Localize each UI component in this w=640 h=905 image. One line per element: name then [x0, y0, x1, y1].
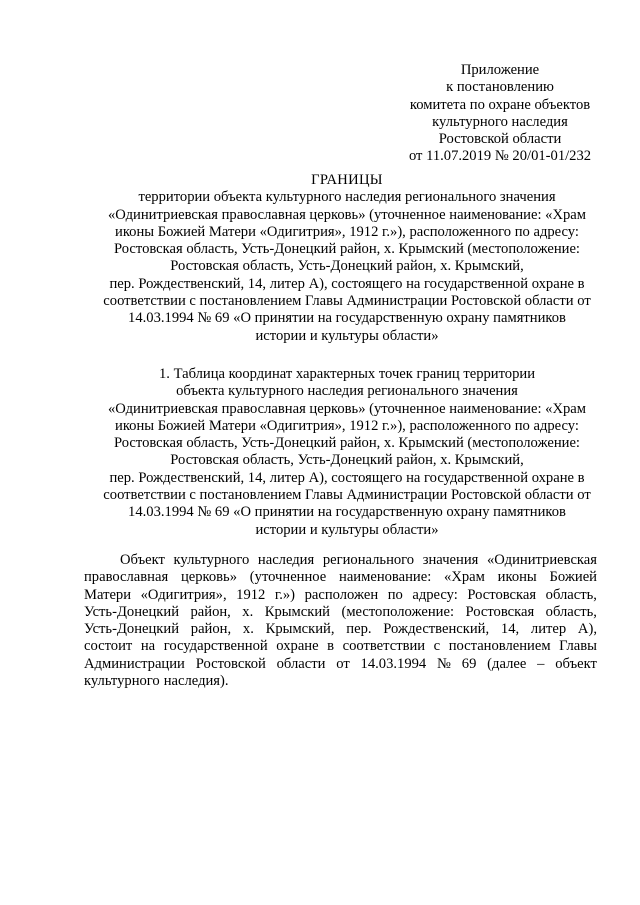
paragraph-word: Объект — [120, 552, 165, 568]
paragraph-word: иконы — [497, 569, 537, 586]
paragraph-word: Усть-Донецкий — [84, 603, 180, 620]
paragraph-line — [84, 569, 597, 586]
section-line: 14.03.1994 № 69 «О принятии на государственную охрану памятников — [128, 504, 566, 521]
paragraph-word: объект — [555, 655, 597, 672]
section-line: 1. Таблица координат характерных точек границ территории — [158, 366, 536, 382]
paragraph-word: пер. — [346, 621, 372, 638]
paragraph-word: х. — [242, 621, 254, 638]
paragraph-word: 1912 — [236, 586, 266, 603]
section-line: Ростовская область, Усть-Донецкий район, х. Крымский, — [170, 452, 524, 469]
paragraph-word: № — [437, 655, 451, 672]
section-line: объекта культурного наследия регионального значения — [176, 383, 518, 400]
paragraph-word: соответствии — [342, 638, 426, 655]
title-line: Ростовская область, Усть-Донецкий район, х. Крымский, — [170, 258, 524, 275]
paragraph-word: православная — [84, 569, 169, 586]
paragraph-word: Крымский, — [265, 621, 335, 638]
body-paragraph — [84, 552, 597, 690]
paragraph-word: культурного — [173, 552, 250, 568]
paragraph-word: с — [433, 638, 441, 655]
paragraph-word: А), — [577, 621, 597, 638]
paragraph-line — [84, 552, 597, 569]
appendix-line: к постановлению — [446, 79, 554, 96]
paragraph-word: Усть-Донецкий — [84, 621, 180, 638]
title-line: 14.03.1994 № 69 «О принятии на государственную охрану памятников — [128, 310, 566, 327]
paragraph-line — [84, 604, 597, 621]
section-line: Ростовская область, Усть-Донецкий район, х. Крымский (местоположение: — [114, 435, 580, 452]
paragraph-line — [84, 621, 597, 638]
paragraph-word: по — [387, 586, 403, 603]
paragraph-word: «Храм — [444, 569, 485, 586]
section-heading — [84, 366, 610, 539]
paragraph-word: Ростовской — [195, 655, 266, 672]
paragraph-word: 14, — [500, 621, 520, 638]
section-line: иконы Божией Матери «Одигитрия», 1912 г.»), расположенного по адресу: — [115, 417, 579, 434]
paragraph-line — [84, 656, 597, 673]
paragraph-word: Матери — [84, 586, 132, 603]
title-line: «Одинитриевская православная церковь» (уточненное наименование: «Храм — [107, 206, 586, 223]
paragraph-word: охране — [276, 638, 319, 655]
title-line: пер. Рождественский, 14, литер А), состоящего на государственной охране в — [109, 275, 585, 292]
paragraph-word: область, — [545, 603, 597, 620]
paragraph-word: наследия). — [163, 673, 229, 690]
paragraph-line — [84, 638, 597, 655]
title-description — [84, 189, 610, 345]
appendix-line: Ростовской области — [438, 131, 562, 148]
paragraph-word: значения — [422, 552, 479, 568]
paragraph-word: расположен — [304, 586, 379, 603]
paragraph-word: «Одинитриевская — [487, 552, 597, 568]
appendix-line: культурного наследия — [432, 113, 568, 130]
paragraph-word: 69 — [461, 655, 477, 672]
paragraph-word: наименование: — [339, 569, 432, 586]
paragraph-word: – — [537, 655, 545, 672]
section-line: соответствии с постановлением Главы Администрации Ростовской области от — [103, 487, 591, 504]
paragraph-word: литер — [530, 621, 567, 638]
paragraph-word: наследия — [257, 552, 315, 568]
title-line: соответствии с постановлением Главы Администрации Ростовской области от — [103, 293, 591, 310]
document-title — [84, 172, 610, 345]
paragraph-word: Божией — [549, 569, 597, 586]
paragraph-word: от — [336, 655, 350, 672]
paragraph-word: «Одигитрия», — [140, 586, 227, 603]
paragraph-word: области — [276, 655, 326, 672]
paragraph-word: регионального — [322, 552, 415, 568]
paragraph-word: адресу: — [412, 586, 458, 603]
page-title: ГРАНИЦЫ — [311, 172, 383, 188]
title-line: территории объекта культурного наследия регионального значения — [138, 189, 556, 206]
paragraph-word: постановлением — [448, 638, 551, 655]
paragraph-word: церковь» — [180, 569, 238, 586]
appendix-line: комитета по охране объектов — [409, 96, 591, 113]
paragraph-word: Администрации — [84, 655, 185, 672]
paragraph-word: Ростовская — [467, 586, 537, 603]
paragraph-word: культурного — [84, 673, 160, 690]
paragraph-word: Рождественский, — [383, 621, 490, 638]
paragraph-word: состоит — [84, 638, 133, 655]
title-line: иконы Божией Матери «Одигитрия», 1912 г.»), расположенного по адресу: — [115, 223, 579, 240]
paragraph-word: г.») — [274, 586, 296, 603]
paragraph-word: 14.03.1994 — [360, 655, 427, 672]
paragraph-word: Главы — [559, 638, 597, 655]
section-line: «Одинитриевская православная церковь» (уточненное наименование: «Храм — [107, 400, 586, 417]
appendix-line: Приложение — [460, 62, 540, 78]
paragraph-word: х. — [242, 603, 254, 620]
appendix-header — [395, 62, 605, 166]
paragraph-word: (местоположение: — [341, 603, 454, 620]
paragraph-word: государственной — [163, 638, 268, 655]
paragraph-word: Крымский — [264, 603, 330, 620]
paragraph-word: на — [140, 638, 156, 655]
paragraph-word: Ростовская — [465, 603, 535, 620]
paragraph-word: область, — [545, 586, 597, 603]
paragraph-word: район, — [190, 603, 231, 620]
appendix-line: от 11.07.2019 № 20/01-01/232 — [408, 148, 592, 165]
paragraph-line — [84, 587, 597, 604]
paragraph-word: в — [327, 638, 335, 655]
title-line: Ростовская область, Усть-Донецкий район, х. Крымский (местоположение: — [114, 241, 580, 258]
section-line: пер. Рождественский, 14, литер А), состоящего на государственной охране в — [109, 469, 585, 486]
paragraph-line — [84, 673, 597, 690]
title-line: истории и культуры области» — [255, 327, 439, 344]
section-line: истории и культуры области» — [255, 521, 439, 538]
paragraph-word: район, — [190, 621, 232, 638]
paragraph-word: (далее — [487, 655, 527, 672]
paragraph-word: (уточненное — [249, 569, 327, 586]
